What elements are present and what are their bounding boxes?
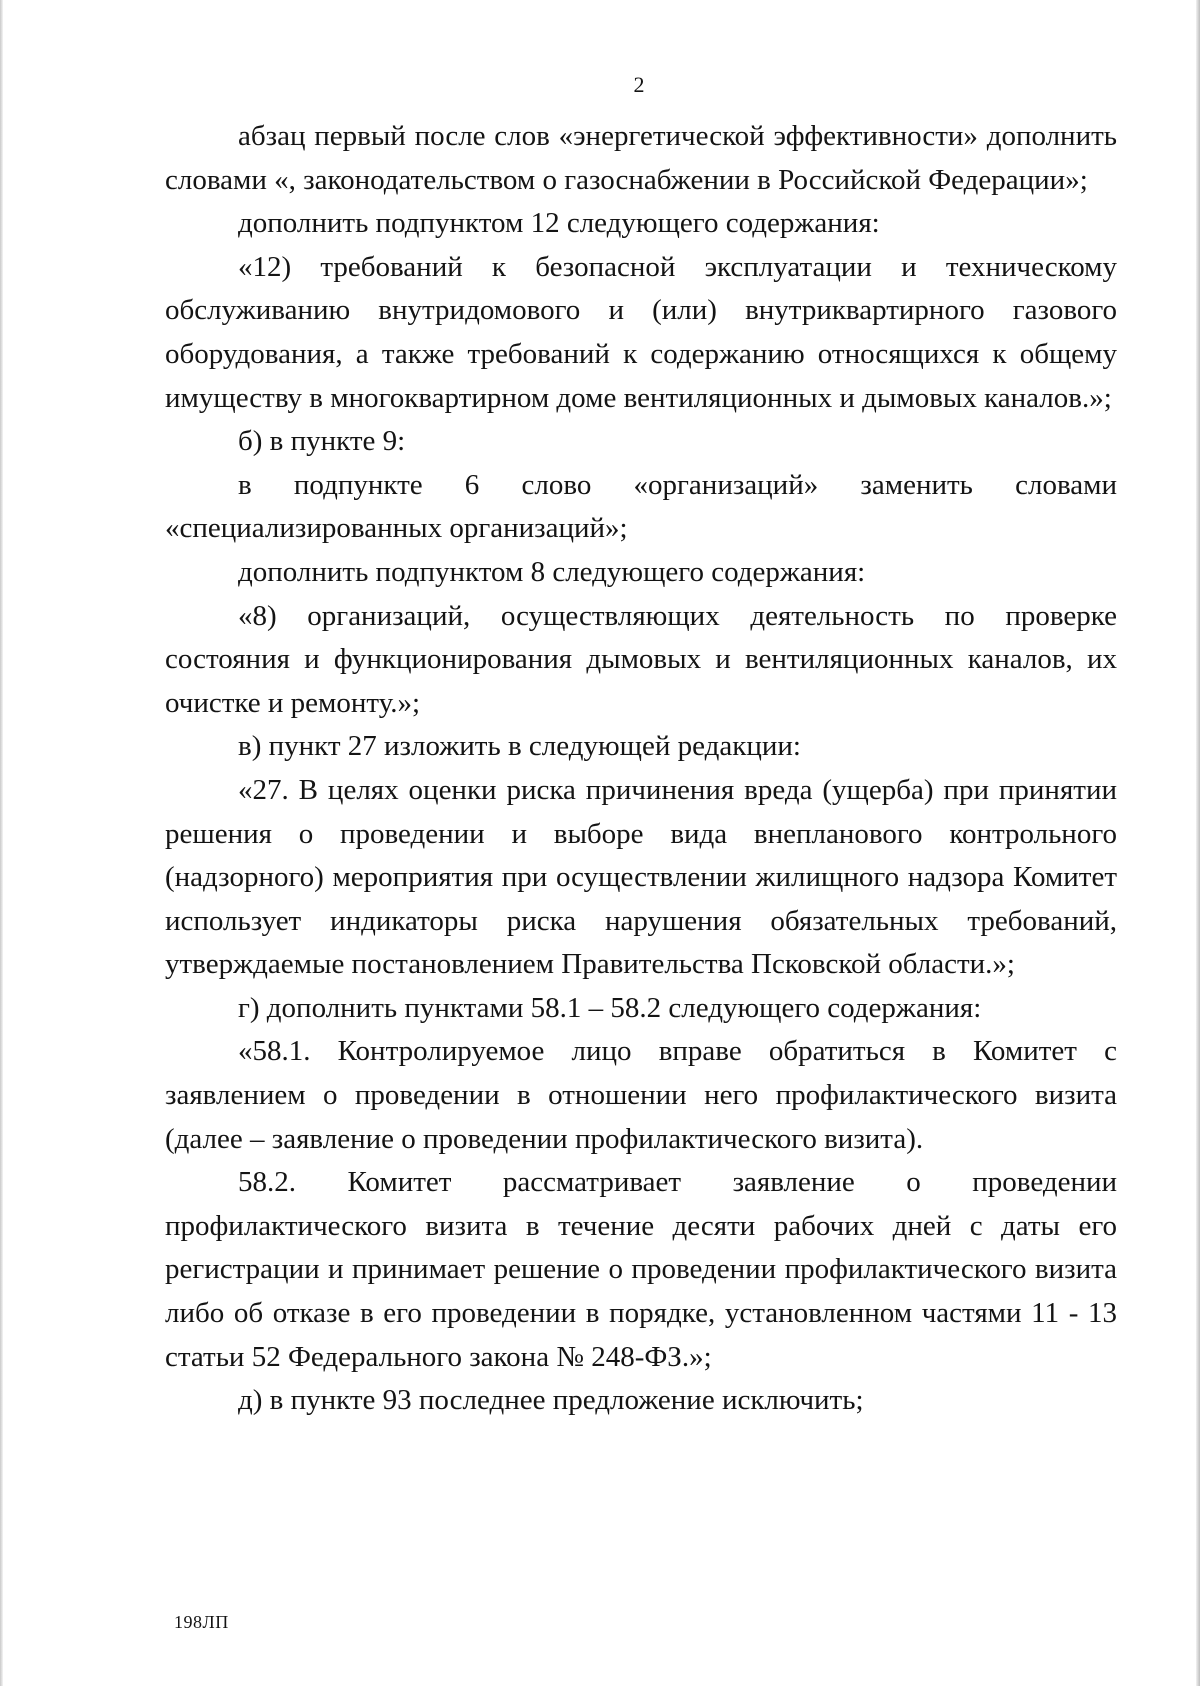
- paragraph: д) в пункте 93 последнее предложение исключить;: [238, 1384, 864, 1417]
- paragraph: абзац первый после слов «энергетической эффективности» дополнить словами «, законодательством о газоснабжении в Российской Федерации»;: [165, 120, 1117, 196]
- scan-edge-right: [1196, 0, 1200, 1686]
- paragraph: «8) организаций, осуществляющих деятельность по проверке состояния и функционирования дымовых и вентиляционных каналов, их очистке и ремонту.»;: [165, 599, 1117, 719]
- document-code: 198ЛП: [174, 1612, 229, 1632]
- document-body: [165, 115, 1117, 1423]
- paragraph: 58.2. Комитет рассматривает заявление о проведении профилактического визита в течение десяти рабочих дней с даты его регистрации и принимает решение о проведении профилактического визита либо об отказе в его проведении в порядке, установленном частями 11 - 13 статьи 52 Федерального закона № 248-ФЗ.»;: [165, 1166, 1117, 1373]
- paragraph: в) пункт 27 изложить в следующей редакции:: [238, 730, 801, 763]
- page-number: 2: [633, 72, 645, 97]
- paragraph: «58.1. Контролируемое лицо вправе обратиться в Комитет с заявлением о проведении в отношении него профилактического визита (далее – заявление о проведении профилактического визита).: [165, 1035, 1117, 1155]
- paragraph: «27. В целях оценки риска причинения вреда (ущерба) при принятии решения о проведении и выборе вида внепланового контрольного (надзорного) мероприятия при осуществлении жилищного надзора Комитет использует индикаторы риска нарушения обязательных требований, утверждаемые постановлением Правительства Псковской области.»;: [165, 773, 1117, 981]
- paragraph: «12) требований к безопасной эксплуатации и техническому обслуживанию внутридомового и (или) внутриквартирного газового оборудования, а также требований к содержанию относящихся к общему имуществу в многоквартирном доме вентиляционных и дымовых каналов.»;: [165, 250, 1117, 414]
- scan-edge-left: [0, 0, 3, 1686]
- paragraph: б) в пункте 9:: [238, 425, 406, 458]
- paragraph: дополнить подпунктом 8 следующего содержания:: [238, 555, 866, 588]
- paragraph: г) дополнить пунктами 58.1 – 58.2 следующего содержания:: [238, 991, 982, 1024]
- paragraph: в подпункте 6 слово «организаций» заменить словами «специализированных организаций»;: [165, 468, 1117, 545]
- paragraph: дополнить подпунктом 12 следующего содержания:: [238, 207, 880, 240]
